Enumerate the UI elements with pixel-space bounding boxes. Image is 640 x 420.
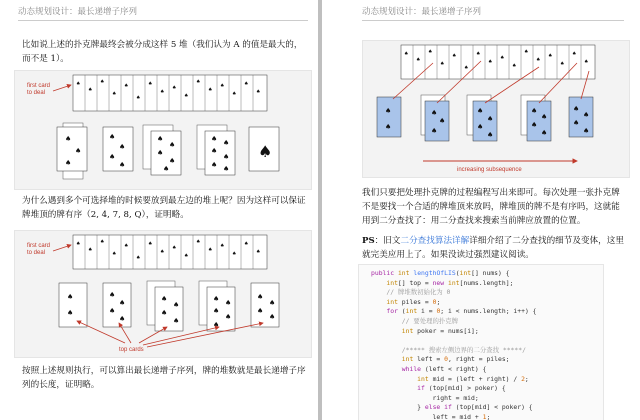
code-line: // 要处理的扑克牌 — [371, 316, 459, 325]
left-paragraph-1: 比如说上述的扑克牌最终会被分成这样 5 堆（我们认为 A 的值是最大的，而不是 1）。 — [22, 40, 303, 64]
code-line: int poker = nums[i]; — [401, 326, 479, 335]
svg-text:♠: ♠ — [477, 123, 484, 131]
svg-text:♠: ♠ — [172, 85, 177, 91]
svg-text:♠: ♠ — [404, 51, 409, 57]
svg-text:♠: ♠ — [223, 139, 230, 147]
fig2-label-line2: to deal — [27, 250, 46, 256]
svg-text:♠: ♠ — [88, 247, 93, 253]
svg-text:♠: ♠ — [119, 161, 126, 169]
ps-label: PS — [362, 236, 375, 246]
code-line: /***** 搜索左侧边界的二分查找 *****/ — [371, 345, 526, 354]
fig1-card-row — [73, 75, 267, 111]
svg-text:♠: ♠ — [584, 59, 589, 65]
left-paragraph-2: 为什么遇到多个可选择堆的时候要放到最左边的堆上呢？因为这样可以保证牌堆顶的牌有序（2, 4, 7, 8, Q），证明略。 — [22, 196, 306, 220]
svg-text:♠: ♠ — [65, 159, 72, 167]
svg-text:♠: ♠ — [119, 315, 126, 323]
svg-text:♠: ♠ — [119, 143, 126, 151]
svg-text:♠: ♠ — [269, 313, 276, 321]
svg-text:♠: ♠ — [208, 247, 213, 253]
svg-text:♠: ♠ — [385, 123, 392, 131]
svg-text:♠: ♠ — [524, 49, 529, 55]
svg-text:♠: ♠ — [119, 299, 126, 307]
code-line: int[] top = new int[nums.length]; — [386, 278, 514, 287]
svg-text:♠: ♠ — [536, 57, 541, 63]
svg-text:♠: ♠ — [169, 141, 176, 149]
svg-text:♠: ♠ — [439, 117, 446, 125]
svg-text:♠: ♠ — [76, 81, 81, 87]
svg-text:♠: ♠ — [531, 107, 538, 115]
subsequence-diagram — [363, 41, 629, 177]
svg-text:♠: ♠ — [148, 81, 153, 87]
svg-text:♠: ♠ — [173, 317, 180, 325]
fig3-card-row — [401, 45, 595, 79]
svg-text:♠: ♠ — [109, 307, 116, 315]
svg-text:♠: ♠ — [213, 307, 220, 315]
svg-text:♠: ♠ — [488, 59, 493, 65]
svg-text:♠: ♠ — [208, 87, 213, 93]
svg-text:♠: ♠ — [573, 105, 580, 113]
svg-text:♠: ♠ — [541, 129, 548, 137]
svg-text:♠: ♠ — [136, 95, 141, 101]
svg-text:♠: ♠ — [157, 149, 164, 157]
svg-text:♠: ♠ — [184, 253, 189, 259]
piles-diagram-2 — [15, 231, 311, 357]
svg-text:♠: ♠ — [67, 309, 74, 317]
svg-text:♠: ♠ — [213, 295, 220, 303]
svg-text:♠: ♠ — [161, 295, 168, 303]
right-paragraph-1: 我们只要把处理扑克牌的过程编程写出来即可。每次处理一张扑克牌不是要找一个合适的牌堆顶来放吗，牌堆顶的牌不是有序吗，这就能用到二分查找了：用二分查找来搜索当前牌应放置的位置。 — [362, 188, 620, 226]
ps-text-before: ：旧文 — [374, 236, 401, 246]
svg-text:♠: ♠ — [428, 49, 433, 55]
svg-text:♠: ♠ — [112, 251, 117, 257]
svg-text:♠: ♠ — [75, 147, 82, 155]
svg-text:♠: ♠ — [541, 113, 548, 121]
code-line: int left = 0, right = piles; — [401, 355, 510, 364]
code-line — [359, 336, 603, 346]
svg-text:♠: ♠ — [258, 142, 273, 161]
svg-text:♠: ♠ — [225, 313, 232, 321]
left-page-header: 动态规划设计：最长递增子序列 — [18, 7, 138, 17]
svg-text:♠: ♠ — [487, 115, 494, 123]
svg-text:♠: ♠ — [67, 293, 74, 301]
svg-text:♠: ♠ — [100, 239, 105, 245]
code-line: for (int i = 0; i < nums.length; i++) { — [386, 307, 537, 316]
svg-text:♠: ♠ — [211, 161, 218, 169]
svg-text:♠: ♠ — [431, 109, 438, 117]
fig2-arrow-first — [53, 245, 71, 251]
svg-text:♠: ♠ — [257, 307, 264, 315]
svg-text:♠: ♠ — [464, 65, 469, 71]
figure-top-cards — [14, 230, 312, 358]
svg-text:♠: ♠ — [161, 309, 168, 317]
svg-text:♠: ♠ — [225, 299, 232, 307]
code-line: public int lengthOfLIS(int[] nums) { — [371, 269, 510, 277]
svg-text:♠: ♠ — [213, 321, 220, 329]
svg-text:♠: ♠ — [256, 89, 261, 95]
svg-text:♠: ♠ — [583, 127, 590, 135]
code-line: while (left < right) { — [401, 364, 487, 373]
right-page-header: 动态规划设计：最长递增子序列 — [362, 7, 482, 17]
fig2-top-cards-label: top cards — [119, 347, 144, 353]
svg-text:♠: ♠ — [211, 135, 218, 143]
svg-text:♠: ♠ — [548, 53, 553, 59]
svg-text:♠: ♠ — [196, 239, 201, 245]
svg-text:♠: ♠ — [109, 133, 116, 141]
svg-text:♠: ♠ — [416, 57, 421, 63]
svg-text:♠: ♠ — [440, 61, 445, 67]
svg-text:♠: ♠ — [385, 107, 392, 115]
piles-diagram-1 — [15, 71, 311, 189]
code-line: right = mid; — [371, 393, 479, 402]
fig1-label-line1: first card — [27, 83, 51, 89]
svg-text:♠: ♠ — [173, 301, 180, 309]
svg-text:♠: ♠ — [124, 243, 129, 249]
svg-text:♠: ♠ — [223, 165, 230, 173]
left-header-rule — [18, 20, 308, 21]
svg-text:♠: ♠ — [112, 91, 117, 97]
svg-text:♠: ♠ — [583, 111, 590, 119]
fig1-label-line2: to deal — [27, 90, 46, 96]
svg-text:♠: ♠ — [573, 119, 580, 127]
figure-piles-five — [14, 70, 312, 190]
code-line: if (top[mid] > poker) { — [417, 384, 506, 393]
svg-text:♠: ♠ — [560, 61, 565, 67]
svg-text:♠: ♠ — [160, 249, 165, 255]
fig2-piles — [59, 281, 279, 331]
svg-text:♠: ♠ — [148, 241, 153, 247]
svg-text:♠: ♠ — [431, 127, 438, 135]
right-ps-paragraph — [362, 234, 626, 262]
svg-text:♠: ♠ — [244, 81, 249, 87]
fig2-label-line1: first card — [27, 243, 51, 249]
svg-text:♠: ♠ — [257, 293, 264, 301]
fig3-label: increasing subsequence — [457, 167, 522, 173]
figure-increasing-subsequence — [362, 40, 630, 178]
svg-text:♠: ♠ — [163, 165, 170, 173]
code-line: int mid = (left + right) / 2; — [417, 374, 529, 383]
right-header-rule — [362, 20, 624, 21]
svg-text:♠: ♠ — [109, 291, 116, 299]
svg-text:♠: ♠ — [100, 79, 105, 85]
svg-text:♠: ♠ — [476, 51, 481, 57]
svg-text:♠: ♠ — [172, 245, 177, 251]
svg-text:♠: ♠ — [477, 107, 484, 115]
code-line: // 牌堆数初始化为 0 — [371, 288, 451, 297]
svg-text:♠: ♠ — [220, 83, 225, 89]
svg-text:♠: ♠ — [452, 53, 457, 59]
binary-search-article-link[interactable]: 二分查找算法详解 — [400, 236, 470, 246]
svg-text:♠: ♠ — [109, 153, 116, 161]
svg-text:♠: ♠ — [531, 121, 538, 129]
svg-text:♠: ♠ — [256, 249, 261, 255]
left-page — [0, 0, 318, 420]
svg-text:♠: ♠ — [512, 63, 517, 69]
code-line: left = mid + 1; — [371, 412, 491, 420]
fig3-piles — [377, 95, 593, 141]
svg-text:♠: ♠ — [160, 89, 165, 95]
code-block — [358, 264, 604, 420]
svg-text:♠: ♠ — [232, 251, 237, 257]
svg-text:♠: ♠ — [244, 241, 249, 247]
svg-text:♠: ♠ — [184, 93, 189, 99]
svg-text:♠: ♠ — [232, 91, 237, 97]
svg-text:♠: ♠ — [76, 241, 81, 247]
left-paragraph-3: 按照上述规则执行，可以算出最长递增子序列，牌的堆数就是最长递增子序列的长度，证明略。 — [22, 366, 306, 390]
svg-text:♠: ♠ — [196, 79, 201, 85]
ps-text-after: 详细介绍了二分查找的细节及变体，这里就完美应用上了。如果没读过强烈建议阅读。 — [362, 236, 624, 260]
fig1-piles — [57, 123, 279, 179]
svg-text:♠: ♠ — [572, 51, 577, 57]
svg-text:♠: ♠ — [124, 83, 129, 89]
svg-text:♠: ♠ — [88, 87, 93, 93]
svg-text:♠: ♠ — [269, 299, 276, 307]
svg-text:♠: ♠ — [500, 55, 505, 61]
svg-text:♠: ♠ — [211, 147, 218, 155]
code-line: int piles = 0; — [386, 297, 441, 306]
svg-text:♠: ♠ — [487, 131, 494, 139]
svg-text:♠: ♠ — [220, 243, 225, 249]
fig2-card-row — [73, 235, 267, 269]
fig1-arrow — [53, 85, 71, 91]
svg-text:♠: ♠ — [157, 135, 164, 143]
svg-text:♠: ♠ — [65, 135, 72, 143]
code-line: } else if (top[mid] < poker) { — [371, 403, 533, 412]
svg-text:♠: ♠ — [223, 153, 230, 161]
svg-text:♠: ♠ — [136, 255, 141, 261]
svg-text:♠: ♠ — [169, 157, 176, 165]
